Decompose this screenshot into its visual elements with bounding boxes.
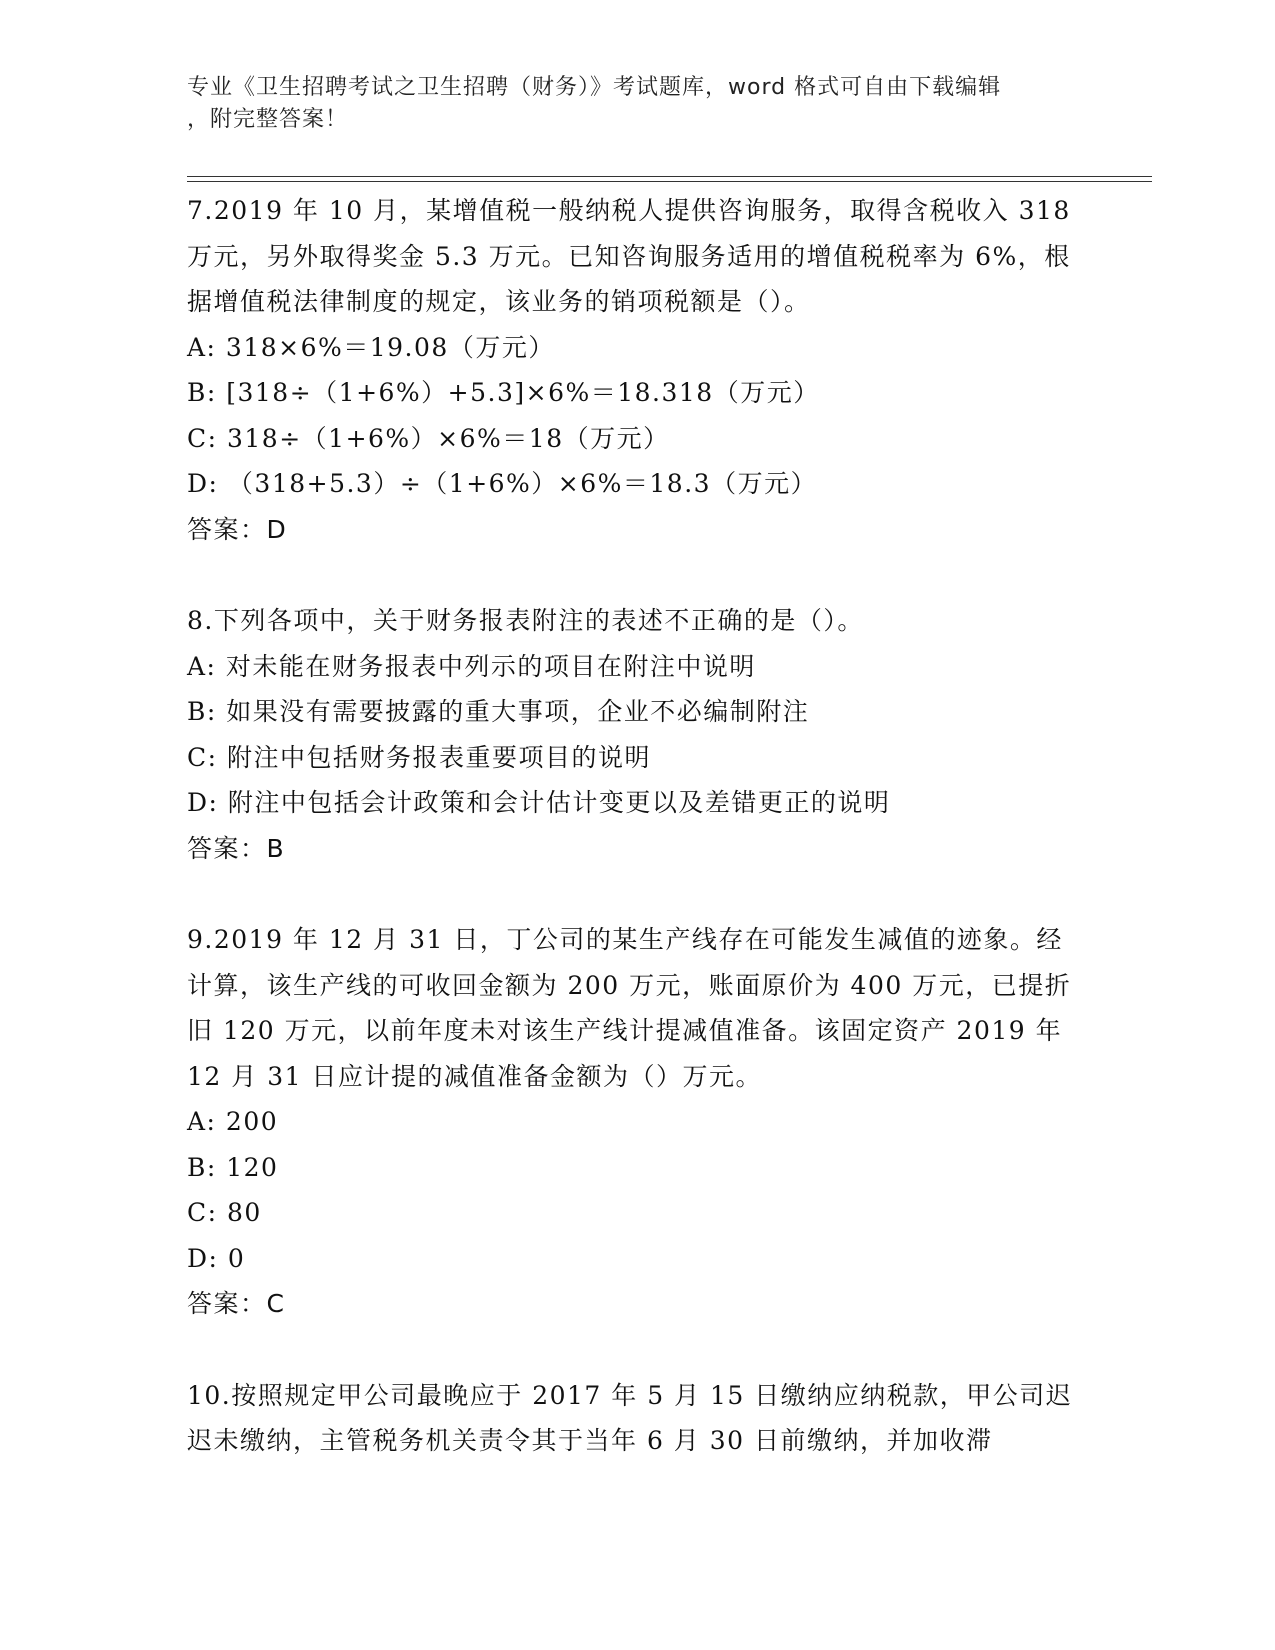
question-text: 10.按照规定甲公司最晚应于 2017 年 5 月 15 日缴纳应纳税款，甲公司迟迟未缴纳，主管税务机关责令其于当年 6 月 30 日前缴纳，并加收滞 (187, 1380, 1073, 1455)
option-a: A: 200 (187, 1107, 279, 1136)
answer: 答案：D (187, 514, 288, 544)
option-d: D: 附注中包括会计政策和会计估计变更以及差错更正的说明 (187, 788, 891, 817)
option-b: B: 如果没有需要披露的重大事项，企业不必编制附注 (187, 697, 810, 726)
header-divider-bottom (187, 181, 1152, 182)
question-10 (187, 1373, 1087, 1464)
header-line-2: ，附完整答案！ (187, 107, 349, 132)
question-9 (187, 917, 1087, 1327)
answer: 答案：C (187, 1289, 286, 1318)
option-a: A: 对未能在财务报表中列示的项目在附注中说明 (187, 651, 756, 681)
option-d: D: 0 (187, 1243, 246, 1273)
question-text: 8.下列各项中，关于财务报表附注的表述不正确的是（）。 (187, 606, 864, 635)
question-7 (187, 188, 1087, 552)
question-list (187, 188, 1087, 1510)
header-line-1: 专业《卫生招聘考试之卫生招聘（财务）》考试题库，word 格式可自由下载编辑 (187, 75, 1002, 100)
option-c: C: 318÷（1+6%）×6%＝18（万元） (187, 423, 670, 453)
option-c: C: 80 (187, 1198, 262, 1227)
header-divider-top (187, 176, 1152, 177)
question-text: 9.2019 年 12 月 31 日，丁公司的某生产线存在可能发生减值的迹象。经计算，该生产线的可收回金额为 200 万元，账面原价为 400 万元，已提折旧 120 万元，以前年度未对该生产线计提减值准备。该固定资产 2019 年 12 月 31 日应计提的减值准备金额为（）万元。 (187, 925, 1072, 1091)
option-d: D: （318+5.3）÷（1+6%）×6%＝18.3（万元） (187, 469, 818, 498)
option-c: C: 附注中包括财务报表重要项目的说明 (187, 742, 651, 772)
question-text: 7.2019 年 10 月，某增值税一般纳税人提供咨询服务，取得含税收入 318 万元，另外取得奖金 5.3 万元。已知咨询服务适用的增值税税率为 6%，根据增值税法律制度的规定，该业务的销项税额是（）。 (187, 196, 1071, 316)
document-header (187, 72, 1067, 136)
question-8 (187, 598, 1087, 871)
answer: 答案：B (187, 833, 286, 863)
option-b: B: [318÷（1+6%）+5.3]×6%＝18.318（万元） (187, 378, 820, 407)
option-b: B: 120 (187, 1152, 279, 1182)
option-a: A: 318×6%＝19.08（万元） (187, 332, 555, 362)
